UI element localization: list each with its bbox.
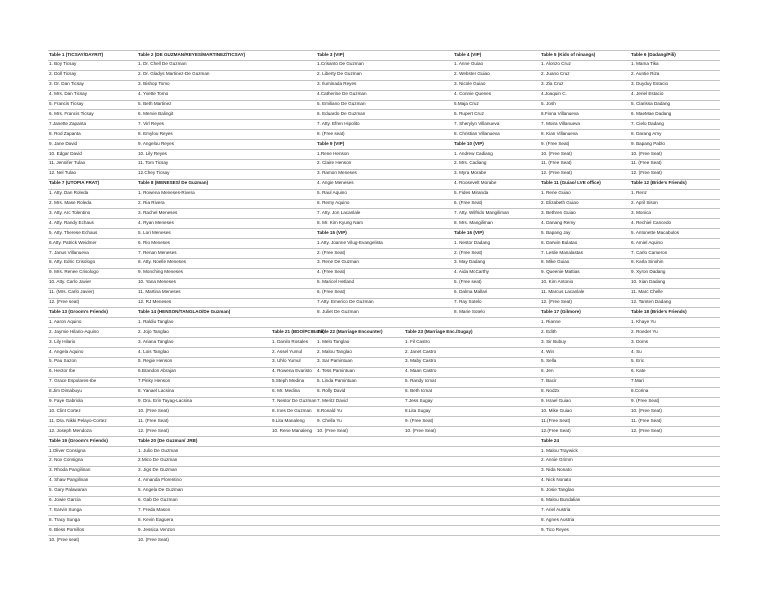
guest-cell: 8. Emylou Reyes <box>138 130 173 136</box>
guest-cell: 11.(Free Seat) <box>541 417 571 423</box>
guest-cell: 12. (Free Seat) <box>541 299 572 304</box>
guest-cell: 10. (Free Seat) <box>317 427 348 433</box>
guest-cell: 9. Angelou Reyes <box>138 140 175 146</box>
table-header-cell: Table 7 (UTOPIA FRAT) <box>49 180 100 186</box>
guest-cell: 4. Mrs. Dan Ticsay <box>49 91 88 97</box>
guest-cell: 12.(Free Seat) <box>541 427 571 433</box>
guest-cell: 2. Mrs. Mase Roleda <box>49 200 92 205</box>
guest-cell: 2. Edith <box>541 328 557 334</box>
guest-cell: 3. Duyduy Estacio <box>631 81 669 87</box>
guest-cell: 1. Raldiu Tanglao <box>138 318 174 324</box>
guest-cell: 5.Maja Cruz <box>454 101 479 106</box>
guest-cell: 7. Cielo Dadang <box>631 120 664 126</box>
guest-cell: 12. Joseph Mendoza <box>49 427 92 433</box>
guest-cell: 5. Bapang Jay <box>541 229 571 235</box>
guest-cell: 7. Janus Villanueva <box>49 249 89 255</box>
guest-cell: 1.Atty. Joanne Vilug-Evangelista <box>317 239 383 245</box>
table-header-cell: Table 19 (Groom's Friends) <box>49 437 108 443</box>
guest-cell: 1. Nestor Dadang <box>454 239 491 245</box>
guest-cell: 10. (Free seat) <box>49 536 80 542</box>
guest-cell: 1. Rene Guiao <box>541 190 571 196</box>
guest-cell: 5. Beth Martinez <box>138 101 172 106</box>
guest-cell: 5. Josie Tanglao <box>541 487 575 493</box>
guest-cell: 1. Atty. Dan Roleda <box>49 190 89 196</box>
guest-cell: 8. Mike Guiao <box>541 259 570 265</box>
guest-cell: 8. Yanael Lacsina <box>138 388 175 394</box>
guest-cell: 3. May Dadang <box>454 259 486 265</box>
guest-cell: 4. Roosevelt Morabe <box>454 180 497 186</box>
guest-cell: 10. (Free Seat) <box>405 427 436 433</box>
guest-cell: 4. Tess Pamintuan <box>317 368 355 374</box>
guest-cell: 2. Ria Rivera <box>138 200 165 205</box>
guest-cell: 5. Josh <box>541 101 556 106</box>
guest-cell: 10. (Free Seat) <box>631 150 662 156</box>
guest-cell: 11. (Free Seat) <box>631 160 662 166</box>
table-header-cell: Table 23 (Marriage Enc./Sugay) <box>405 328 473 334</box>
guest-cell: 12. (Free Seat) <box>138 427 169 433</box>
guest-cell: 1. Anne Guiao <box>454 61 484 67</box>
guest-cell: 1. Rianne <box>541 318 561 324</box>
guest-cell: 11. Marcus Lacanlale <box>541 289 585 295</box>
guest-cell: 7. Renan Meneses <box>138 249 177 255</box>
guest-cell: 3. Lily Hilario <box>49 338 76 344</box>
guest-cell: 8.Lita Sugay <box>405 407 431 413</box>
guest-cell: 3. Rachel Meneses <box>138 209 178 215</box>
guest-cell: 5. Lori Meneses <box>138 229 171 235</box>
guest-cell: 9.Lita Manaleng <box>272 417 305 423</box>
guest-cell: 8. Marie Sotelo <box>454 308 485 314</box>
guest-cell: 9. Queenie Mattias <box>541 269 580 275</box>
guest-cell: 12.Chey Ticsay <box>138 170 170 176</box>
guest-cell: 6. Rio Meneses <box>138 239 170 245</box>
guest-cell: 3. Ariana Tanglao <box>138 338 174 344</box>
guest-cell: 7. Atty. Jon Lacanlale <box>317 209 361 215</box>
guest-cell: 10. Edgar David <box>49 150 82 156</box>
guest-cell: 3. Uhlo Yumul <box>272 358 301 364</box>
guest-cell: 3. Monica <box>631 209 651 215</box>
guest-cell: 1. Boy Ticsay <box>49 61 77 67</box>
guest-cell: 9. Jessica Venzon <box>138 526 176 532</box>
guest-cell: 12. Nel Tulao <box>49 170 77 176</box>
guest-cell: 4. Su <box>631 348 642 354</box>
guest-cell: 3. Myra Morabe <box>454 170 487 176</box>
guest-cell: 4. Nick Nonato <box>541 477 572 483</box>
guest-cell: 7. Meritz David <box>317 398 348 403</box>
guest-cell: 10. (Free Seat) <box>138 536 169 542</box>
guest-cell: 5. Regie Henson <box>138 358 173 364</box>
guest-cell: 5. (Free seat) <box>454 279 482 285</box>
guest-cell: 5.Steph Medina <box>272 378 305 384</box>
guest-cell: 1. Aaron Aquino <box>49 318 82 324</box>
guest-cell: 5. Sella <box>541 358 557 364</box>
guest-cell: 1. Julio De Guzman <box>138 447 179 453</box>
guest-cell: 7.Atty. Emerico De Guzman <box>317 299 374 304</box>
guest-cell: 7. Bacir <box>541 378 557 384</box>
guest-cell: 9. Xyron Dadang <box>631 269 666 275</box>
guest-cell: 7. Atty. Efren Hipolito <box>317 120 360 126</box>
guest-cell: 6. Rolly David <box>317 388 346 394</box>
guest-cell: 10. Clint Cortez <box>49 407 81 413</box>
table-header-cell: Table 11 (Guiao/ LVE office) <box>541 180 601 186</box>
guest-cell: 1. Dr. Chell De Guzman <box>138 61 187 67</box>
guest-cell: 2. Jojo Tanglao <box>138 328 169 334</box>
guest-cell: 9. Bless Pornillos <box>49 526 85 532</box>
guest-cell: 8. Karla Sinohin <box>631 259 664 265</box>
guest-cell: 4. Angela Aquino <box>49 348 84 354</box>
guest-cell: 8. Atty. Noelle Meneses <box>138 259 186 265</box>
table-header-cell: Table 15 (VIP) <box>317 229 347 235</box>
guest-cell: 11. Tom Ticsay <box>138 160 169 166</box>
guest-cell: 4. Win <box>541 348 555 354</box>
guest-cell: 2.Mico De Guzman <box>138 457 178 463</box>
guest-cell: 3. Jigs De Guzman <box>138 467 178 473</box>
guest-cell: 9. (Free Seat) <box>541 140 570 146</box>
guest-cell: 2. Webster Guiao <box>454 71 490 77</box>
guest-cell: 9. Jane David <box>49 140 78 146</box>
guest-cell: 10. (Free Seat) <box>138 407 169 413</box>
guest-cell: 9. Faye Gabriola <box>49 398 83 403</box>
guest-cell: 2. Liberty De Guzman <box>317 71 362 77</box>
guest-cell: 9. Bapang Pablo <box>631 140 665 146</box>
table-header-cell: Table 13 (Groom's Friends) <box>49 308 108 314</box>
guest-cell: 9. Monching Meneses <box>138 269 183 275</box>
guest-cell: 8. Mr. Kim Kyung Nam <box>317 219 363 225</box>
guest-cell: 9. (Free Seat) <box>631 398 660 403</box>
guest-cell: 9. Israel Guiao <box>541 398 571 403</box>
guest-cell: 5. Linda Pamintuan <box>317 378 357 384</box>
guest-cell: 5. Pau Sazon <box>49 358 77 364</box>
guest-cell: 2. Auntie Riza <box>631 71 660 77</box>
guest-cell: 2. Elizabeth Guiao <box>541 200 579 205</box>
guest-cell: 5. Atty. Therese Echaus <box>49 229 98 235</box>
guest-cell: 2. Malou Tanglao <box>317 348 352 354</box>
guest-cell: 8. Christian Villanueva <box>454 130 500 136</box>
guest-cell: 7. Freda Mason <box>138 506 171 512</box>
guest-cell: 7. Leslie Manalastas <box>541 249 583 255</box>
guest-cell: 5. Gary Palawaran <box>49 487 88 493</box>
guest-cell: 1. Malou Traywick <box>541 447 578 453</box>
table-header-cell: Table 20 (De Guzman/ JRB) <box>138 437 198 443</box>
guest-cell: 6.Fiona Villanueva <box>541 110 579 116</box>
guest-cell: 1. Andrew Cadiang <box>454 150 493 156</box>
guest-cell: 2. Annie Grimm <box>541 457 573 463</box>
guest-cell: 3. Bishop Tomo <box>138 81 170 87</box>
table-header-cell: Table 10 (VIP) <box>454 140 484 146</box>
guest-cell: 1. Rowena Meneses-Rivera <box>138 190 195 196</box>
guest-cell: 7. Sherylyn Villanueva <box>454 120 500 126</box>
guest-cell: 4. Connie Quenes <box>454 91 492 97</box>
guest-cell: 3. Atty. Arc Tolentino <box>49 209 91 215</box>
guest-cell: 6. Rupert Cruz <box>454 110 484 116</box>
table-header-cell: Table 22 (Marriage Encounter) <box>317 328 383 334</box>
guest-cell: 3. Rhoda Pangilinan <box>49 467 91 473</box>
guest-cell: 7. Carlo Cameron <box>631 249 668 255</box>
guest-cell: 10. Kim Antonio <box>541 279 574 285</box>
guest-cell: 12. Tamten Dadang <box>631 299 672 304</box>
guest-cell: 10. Xian Dadang <box>631 279 666 285</box>
guest-cell: 6. Mervie Balingit <box>138 110 174 116</box>
guest-cell: 2. Dr. Gladys Martinez-De Guzman <box>138 71 210 77</box>
guest-cell: 6. Malou Bundalian <box>541 497 581 502</box>
guest-cell: 8.Jim Dimabuyu <box>49 388 82 394</box>
guest-cell: 6.Atty. Patrick Weidmer <box>49 239 97 245</box>
guest-cell: 11. Dra. Nikki Pelayo-Cortez <box>49 417 107 423</box>
guest-cell: 10. (Free Seat) <box>631 407 662 413</box>
guest-cell: 1. Khaye Yu <box>631 318 656 324</box>
guest-cell: 5. Emiliano De Guzman <box>317 101 366 106</box>
guest-cell: 4. Atty. Randy Echaus <box>49 219 94 225</box>
guest-cell: 4. Yvette Tomo <box>138 91 169 97</box>
guest-cell: 3. Nida Nonato <box>541 467 572 473</box>
guest-cell: 8. Atty. Edric Crisologo <box>49 259 96 265</box>
guest-cell: 3. Ramon Meneses <box>317 170 357 176</box>
guest-cell: 6. Jen <box>541 368 554 374</box>
guest-cell: 11. Jennifer Tulao <box>49 160 86 166</box>
guest-cell: 7.Pinky Henson <box>138 378 171 384</box>
guest-cell: 10. (Free Seat) <box>541 150 572 156</box>
guest-cell: 2. Roeder Yu <box>631 328 658 334</box>
guest-cell: 11. (Free Seat) <box>541 160 572 166</box>
guest-cell: 11. (Free Seat) <box>631 417 662 423</box>
table-header-cell: Table 8 (MENESES/ De Guzman) <box>138 180 209 186</box>
guest-cell: 6. Mr. Medina <box>272 388 300 394</box>
guest-cell: 12. (Free Seat) <box>631 170 662 176</box>
guest-cell: 4.Joaquin C. <box>541 91 567 97</box>
guest-cell: 4. (Free Seat) <box>317 269 346 275</box>
guest-cell: 1. Renz <box>631 190 647 196</box>
guest-cell: 6. MaeMae Dadang <box>631 110 672 116</box>
guest-cell: 8. Tracy Sunga <box>49 516 80 522</box>
guest-cell: 6. Kate <box>631 368 646 374</box>
guest-cell: 3. Doms <box>631 338 649 344</box>
guest-cell: 4. Amanda Florentino <box>138 477 182 483</box>
guest-cell: 2. Jaymie Hilario-Aquino <box>49 328 99 334</box>
guest-cell: 3. Nicole Guiao <box>454 81 486 87</box>
guest-cell: 3. Zia Cruz <box>541 81 564 87</box>
guest-cell: 6. Mrs. Francis Ticsay <box>49 110 94 116</box>
guest-cell: 6. (Free Seat) <box>454 200 483 205</box>
guest-cell: 2. Doll Ticsay <box>49 71 77 77</box>
guest-cell: 4. Lois Tanglao <box>138 348 169 354</box>
guest-cell: 11. (Free Seat) <box>138 417 169 423</box>
guest-cell: 11. (Mrs. Carlo Javier) <box>49 289 95 295</box>
guest-cell: 2. Mrs. Cadiang <box>454 160 487 166</box>
guest-cell: 7. Atty. Wilfrido Mangiliman <box>454 209 510 215</box>
guest-cell: 1. Alonzo Cruz <box>541 61 571 67</box>
guest-cell: 8. Ines De Guzman <box>272 407 312 413</box>
guest-cell: 1. Fil Castro <box>405 338 430 344</box>
guest-cell: 7. Ray Sotelo <box>454 299 482 304</box>
guest-cell: 5. Raul Aquino <box>317 190 347 196</box>
guest-cell: 7. Grace Espolares-Ibe <box>49 378 97 384</box>
guest-cell: 9. Dra. Erin Tayag-Lacsina <box>138 398 193 403</box>
guest-cell: 8. (Free seat) <box>317 130 345 136</box>
guest-cell: 6. Darwin Bulatao <box>541 239 578 245</box>
guest-cell: 4. Aida McCarthy <box>454 269 489 275</box>
guest-cell: 2. Claire Henson <box>317 160 352 166</box>
guest-cell: 1.Crisanto De Guzman <box>317 61 364 67</box>
guest-cell: 8.Corina <box>631 388 649 394</box>
seating-table-sheet <box>48 50 720 545</box>
guest-cell: 1. Mama Tika <box>631 61 659 67</box>
table-header-cell: Table 3 (VIP) <box>317 51 345 57</box>
guest-cell: 7. Moira Villanueva <box>541 120 580 126</box>
guest-cell: 3. Maby Castro <box>405 358 437 364</box>
guest-cell: 8. Agnes Austria <box>541 516 575 522</box>
guest-cell: 5. Francis Ticsay <box>49 101 84 106</box>
table-header-cell: Table 4 (VIP) <box>454 51 482 57</box>
guest-cell: 7. Earvin Sunga <box>49 506 82 512</box>
guest-cell: 1. Danilo Rosales <box>272 338 309 344</box>
guest-cell: 6. Remy Aquino <box>317 200 350 205</box>
guest-cell: 2. (Free Seat) <box>317 249 346 255</box>
guest-cell: 6. Dalma Mallari <box>454 289 488 295</box>
guest-cell: 7.Mari <box>631 378 644 384</box>
guest-cell: 5. Eric <box>631 358 645 364</box>
guest-cell: 6. Hector Ibe <box>49 368 76 374</box>
guest-cell: 10. Yana Meneses <box>138 279 176 285</box>
guest-cell: 4.Catherine De Guzman <box>317 91 367 97</box>
table-header-cell: Table 14 (HENSON/TANGLAO/De Guzman) <box>138 308 231 314</box>
guest-cell: 3. Dr. Dan Ticsay <box>49 81 84 87</box>
guest-cell: 6. (Free Seat) <box>317 289 346 295</box>
guest-cell: 4. Danang Remy <box>541 219 576 225</box>
guest-cell: 11. Martina Meneses <box>138 289 181 295</box>
guest-cell: 10. Lily Reyes <box>138 150 167 156</box>
guest-cell: 1. Melo Tanglao <box>317 338 350 344</box>
guest-cell: 8. Mrs. Mangiliman <box>454 219 493 225</box>
guest-cell: 1.Oliver Consigna <box>49 447 86 453</box>
guest-cell: 5. Maricel Hetland <box>317 279 355 285</box>
guest-cell: 12. (Free Seat) <box>541 170 572 176</box>
guest-cell: 4. Rowena Evaristo <box>272 368 312 374</box>
guest-cell: 5. Angela De Guzman <box>138 487 183 493</box>
guest-cell: 4. Jeriel Estacio <box>631 91 664 97</box>
guest-cell: 8. Kevin Eaguera <box>138 516 174 522</box>
guest-cell: 5. Randy Icmat <box>405 378 436 384</box>
table-row <box>48 535 720 546</box>
guest-cell: 2. April Sison <box>631 200 658 205</box>
guest-cell: 6. Jowie Garcia <box>49 497 81 502</box>
table-header-cell: Table 9 (VIP) <box>317 140 345 146</box>
guest-cell: 1.Rene Henson <box>317 150 349 156</box>
table-header-cell: Table 24 <box>541 437 560 443</box>
guest-cell: 11. Marc Chelle <box>631 289 663 295</box>
guest-cell: 5. Clarissa Dadang <box>631 101 671 106</box>
guest-cell: 6.Brandon Abrajan <box>138 368 177 374</box>
guest-cell: 9. (Free Seat) <box>405 417 434 423</box>
guest-cell: 10. Rene Manaleng <box>272 427 313 433</box>
guest-cell: 8.Ronald Yu <box>317 407 342 413</box>
guest-cell: 9. Tico Reyes <box>541 526 569 532</box>
guest-cell: 4. Rechiel Cancedo <box>631 219 672 225</box>
guest-cell: 2. Janet Castro <box>405 348 437 354</box>
guest-cell: 6. Beth Icmat <box>405 388 433 394</box>
guest-cell: 8. Kian Villanueva <box>541 130 578 136</box>
guest-cell: 3. Sir Bubuy <box>541 338 567 344</box>
table-header-cell: Table 16 (VIP) <box>454 229 484 235</box>
guest-cell: 8. Rod Zapanta <box>49 130 81 136</box>
guest-cell: 6. Eduardo De Guzman <box>317 110 366 116</box>
table-header-cell: Table 2 (DE GUZMAN/REYES/MARTINEZ/TICSAY) <box>138 51 246 57</box>
guest-cell: 5. Fides Miranda <box>454 190 489 196</box>
table-header-cell: Table 18 (Bride's Friends) <box>631 308 687 314</box>
guest-cell: 3. Iluminada Reyes <box>317 81 357 87</box>
guest-cell: 9. Mrs. Renee Crisologo <box>49 269 99 275</box>
guest-cell: 2. (Free Seat) <box>454 249 483 255</box>
table-header-cell: Table 21 (BDO/PCIBank) <box>272 328 325 334</box>
guest-cell: 8. Nod2x <box>541 388 560 394</box>
guest-cell: 4. Angie Meneses <box>317 180 354 186</box>
guest-cell: 9. Chella Yu <box>317 417 342 423</box>
guest-cell: 2. Nox Consigna <box>49 457 83 463</box>
guest-cell: 12. (Free Seat) <box>631 427 662 433</box>
guest-cell: 3. Sar Pamintuan <box>317 358 353 364</box>
guest-cell: 3. Bethren Guiao <box>541 209 576 215</box>
guest-cell: 6. Gab De Guzman <box>138 497 178 502</box>
guest-cell: 7.Jess Sugay <box>405 398 433 403</box>
guest-cell: 10. Mike Guiao <box>541 407 572 413</box>
guest-cell: 7.Janette Zapanta <box>49 120 87 126</box>
table-header-cell: Table 12 (Bride's Friends) <box>631 180 687 186</box>
guest-cell: 8. Juliet De Guzman <box>317 308 359 314</box>
guest-cell: 3. Rene De Guzman <box>317 259 359 265</box>
table-header-cell: Table 1 (TICSAY/DAYRIT) <box>49 51 104 57</box>
guest-cell: 2. Assel Yumul <box>272 348 303 354</box>
guest-cell: 12. (Free seat) <box>49 299 80 304</box>
guest-cell: 5. Antonette Macabulos <box>631 229 680 235</box>
guest-cell: 4. Shaw Pangilinan <box>49 477 89 483</box>
guest-cell: 7. Nestor De Guzman <box>272 398 317 403</box>
guest-cell: 4. Maan Castro <box>405 368 437 374</box>
guest-cell: 12. RJ Meneses <box>138 299 172 304</box>
guest-cell: 4. Ryan Meneses <box>138 219 174 225</box>
table-header-cell: Table 17 (Gilmore) <box>541 308 581 314</box>
guest-cell: 6. Amiel Aquino <box>631 239 663 245</box>
guest-cell: 8. Darang Amy <box>631 130 662 136</box>
guest-cell: 2. Juano Cruz <box>541 71 570 77</box>
table-header-cell: Table 6 (Dadang/Pili) <box>631 51 676 57</box>
guest-cell: 10. Atty. Carlo Javier <box>49 279 92 285</box>
table-header-cell: Table 5 (Kids of ninangs) <box>541 51 596 57</box>
guest-cell: 7. Virl Reyes <box>138 120 164 126</box>
guest-cell: 7. Ariel Austria <box>541 506 571 512</box>
